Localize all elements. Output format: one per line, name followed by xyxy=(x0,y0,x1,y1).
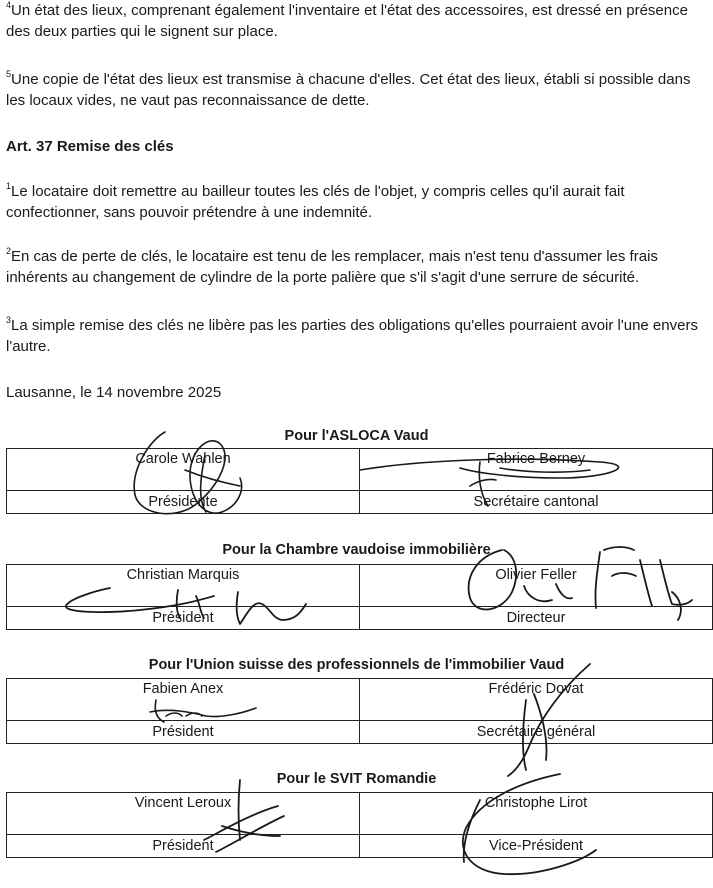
article-heading: Art. 37 Remise des clés xyxy=(6,138,174,155)
signature-table xyxy=(6,792,713,858)
signatory-name: Olivier Feller xyxy=(360,565,713,607)
paragraph-4 xyxy=(6,0,708,42)
paragraph-number: 1 xyxy=(6,181,12,191)
paragraph-number: 5 xyxy=(6,69,12,79)
signatory-name: Frédéric Dovat xyxy=(360,679,713,721)
paragraph-number: 3 xyxy=(6,315,12,325)
paragraph-text: En cas de perte de clés, le locataire est tenu de les remplacer, mais n'est tenu d'assumer les frais inhérents au changement de cylindre de la porte palière que s'il s'agit d'une serrure de sécurité. xyxy=(6,248,658,286)
paragraph-text: Une copie de l'état des lieux est transmise à chacune d'elles. Cet état des lieux, établi si possible dans les locaux vides, ne vaut pas reconnaissance de dette. xyxy=(6,71,691,109)
paragraph-2 xyxy=(6,246,708,288)
place-date: Lausanne, le 14 novembre 2025 xyxy=(6,384,222,401)
signatory-group-title: Pour le SVIT Romandie xyxy=(276,771,437,787)
signatory-role: Président xyxy=(7,721,360,744)
signatory-role: Présidente xyxy=(7,491,360,514)
signatory-name: Carole Wahlen xyxy=(7,449,360,491)
paragraph-number: 4 xyxy=(6,0,12,10)
signatory-role: Président xyxy=(7,835,360,858)
signatory-role: Secrétaire général xyxy=(360,721,713,744)
paragraph-5 xyxy=(6,69,708,111)
signatory-role: Directeur xyxy=(360,607,713,630)
signature-table xyxy=(6,678,713,744)
signature-table xyxy=(6,448,713,514)
signatory-name: Fabien Anex xyxy=(7,679,360,721)
signatory-name: Christian Marquis xyxy=(7,565,360,607)
paragraph-number: 2 xyxy=(6,246,12,256)
signature-table xyxy=(6,564,713,630)
signatory-name: Vincent Leroux xyxy=(7,793,360,835)
signatory-group-title: Pour l'Union suisse des professionnels de l'immobilier Vaud xyxy=(148,657,565,673)
signatory-role: Vice-Président xyxy=(360,835,713,858)
paragraph-3 xyxy=(6,315,708,357)
paragraph-text: Le locataire doit remettre au bailleur toutes les clés de l'objet, y compris celles qu'il aurait fait confectionner, sans pouvoir prétendre à une indemnité. xyxy=(6,183,625,221)
signatory-role: Secrétaire cantonal xyxy=(360,491,713,514)
paragraph-text: La simple remise des clés ne libère pas les parties des obligations qu'elles pourraient avoir l'une envers l'autre. xyxy=(6,317,698,355)
signatory-role: Président xyxy=(7,607,360,630)
signatory-name: Christophe Lirot xyxy=(360,793,713,835)
signatory-name: Fabrice Berney xyxy=(360,449,713,491)
signatory-group-title: Pour l'ASLOCA Vaud xyxy=(284,428,429,444)
signatory-group-title: Pour la Chambre vaudoise immobilière xyxy=(222,542,491,558)
paragraph-text: Un état des lieux, comprenant également l'inventaire et l'état des accessoires, est dressé en présence des deux parties qui le signent sur place. xyxy=(6,2,688,40)
paragraph-1 xyxy=(6,181,708,223)
